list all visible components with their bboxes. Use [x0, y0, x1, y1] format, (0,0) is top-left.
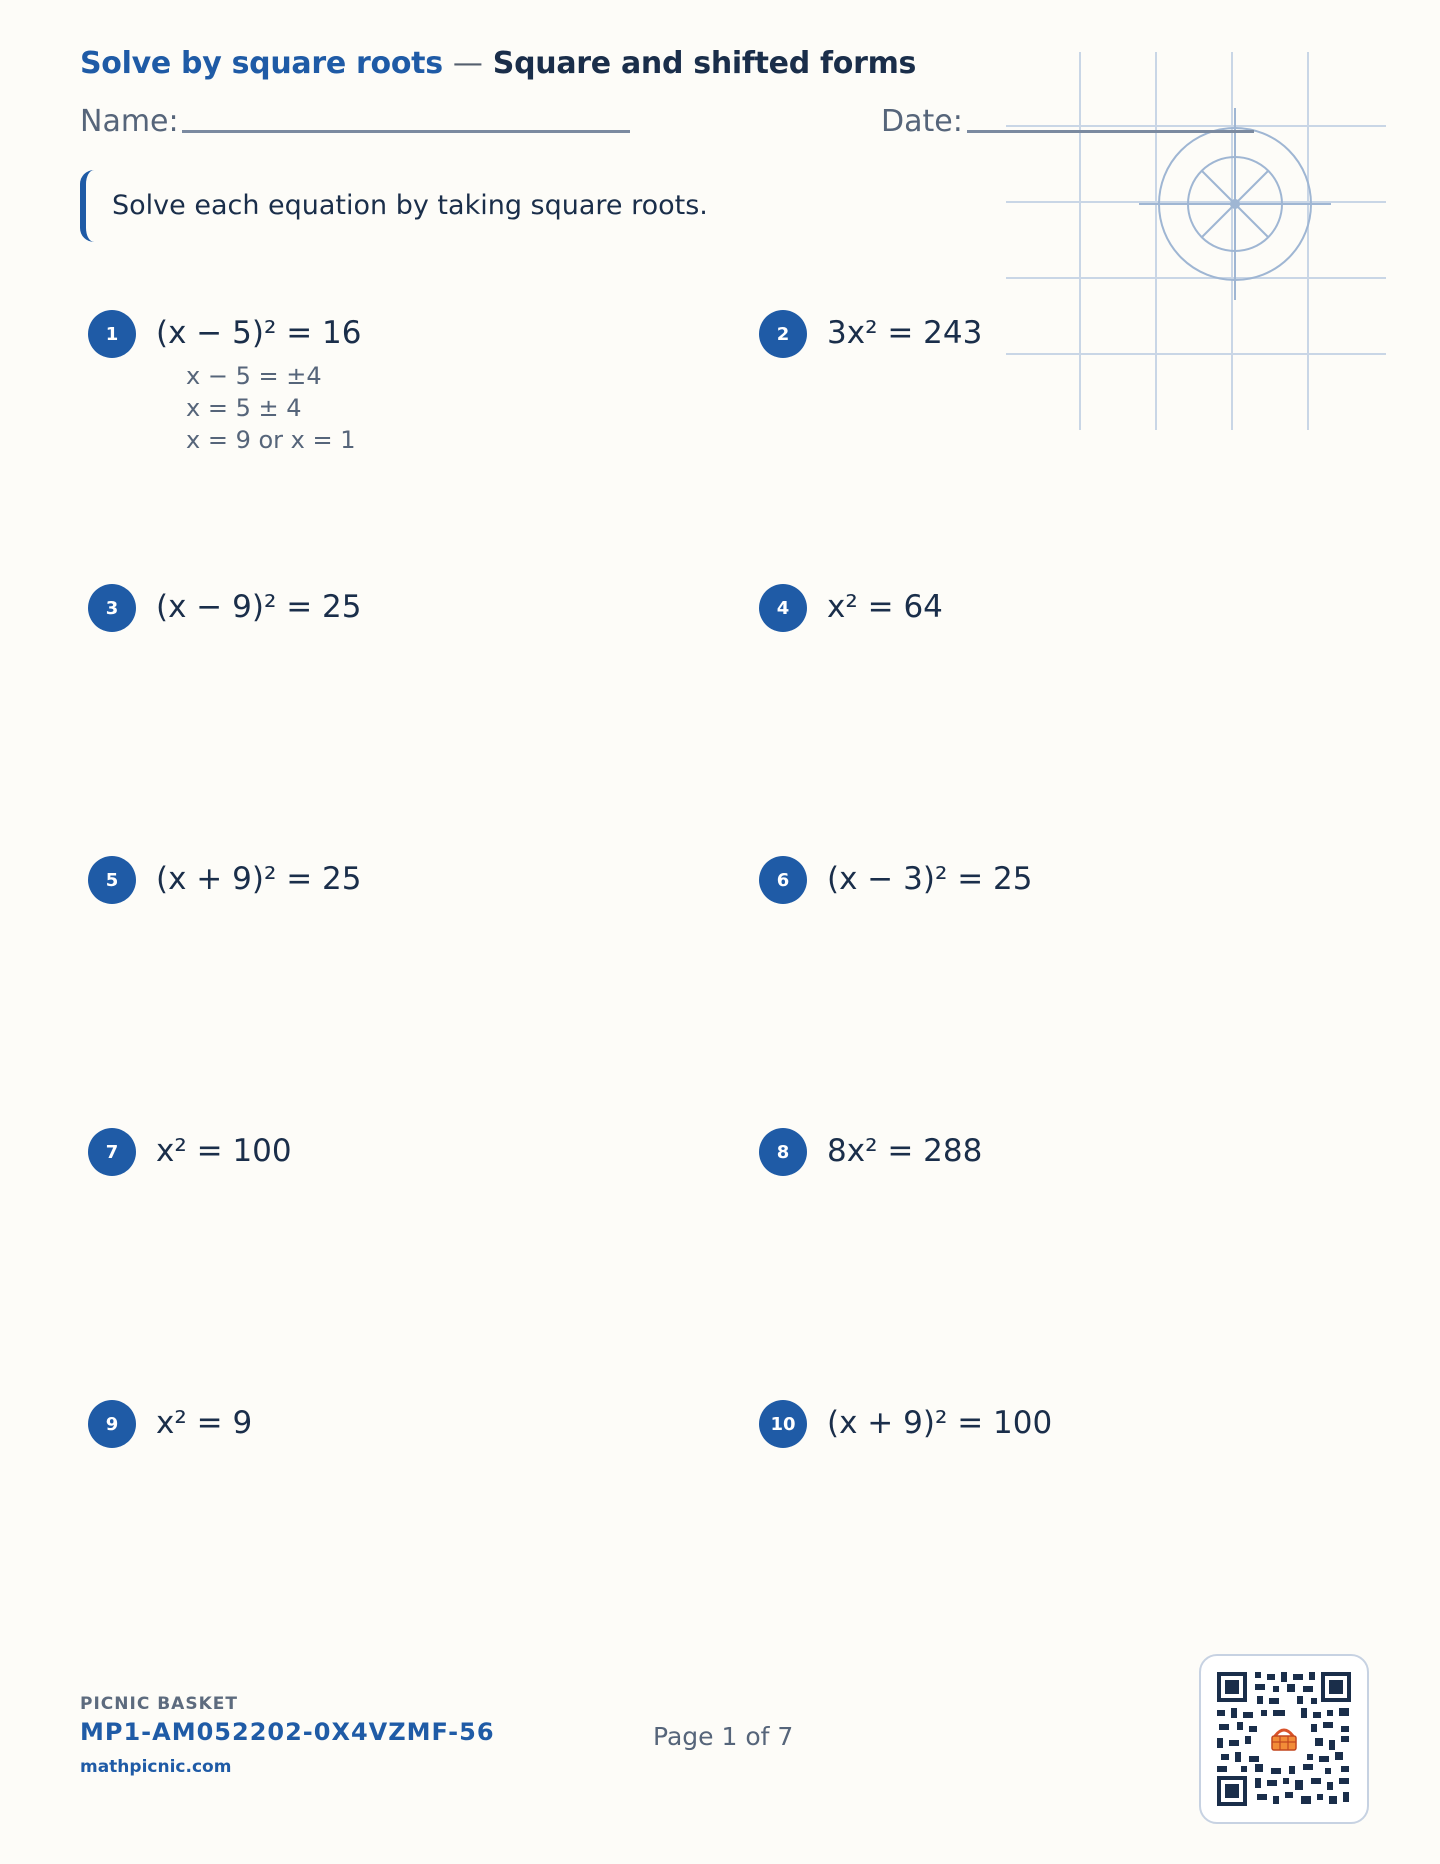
grid-target-icon	[1004, 50, 1389, 435]
problem-equation: (x − 9)² = 25	[156, 589, 362, 625]
title-topic: Solve by square roots	[80, 46, 443, 81]
problem-number-badge: 6	[759, 856, 807, 904]
instructions-text: Solve each equation by taking square roots.	[112, 190, 708, 221]
problem-equation: 8x² = 288	[827, 1133, 983, 1169]
title-subtitle: Square and shifted forms	[492, 46, 917, 81]
date-label: Date:	[881, 104, 963, 139]
problem-number-badge: 1	[88, 310, 136, 358]
problem-number-badge: 5	[88, 856, 136, 904]
problem-equation: (x − 5)² = 16	[156, 315, 362, 351]
footer-brand: PICNIC BASKET	[80, 1694, 238, 1714]
problem-equation: x² = 100	[156, 1133, 292, 1169]
problem-number-badge: 10	[759, 1400, 807, 1448]
problem-number-badge: 9	[88, 1400, 136, 1448]
name-label: Name:	[80, 104, 179, 139]
problem-equation: (x − 3)² = 25	[827, 861, 1033, 897]
instructions-box	[80, 170, 800, 242]
problem-equation: (x + 9)² = 25	[156, 861, 362, 897]
problem-number-badge: 2	[759, 310, 807, 358]
problem-number-badge: 4	[759, 584, 807, 632]
problem-equation: x² = 64	[827, 589, 943, 625]
qr-code-icon	[1215, 1670, 1353, 1808]
work-line: x − 5 = ±4	[186, 362, 322, 390]
date-line[interactable]	[967, 130, 1254, 133]
instructions-accent-bar	[80, 170, 96, 242]
name-line[interactable]	[182, 130, 630, 133]
page-number: Page 1 of 7	[653, 1722, 794, 1751]
problem-number-badge: 8	[759, 1128, 807, 1176]
worksheet-code: MP1-AM052202-0X4VZMF-56	[80, 1718, 495, 1746]
work-line: x = 5 ± 4	[186, 394, 302, 422]
problem-equation: (x + 9)² = 100	[827, 1405, 1053, 1441]
site-link[interactable]: mathpicnic.com	[80, 1757, 232, 1777]
problem-number-badge: 7	[88, 1128, 136, 1176]
problem-equation: x² = 9	[156, 1405, 253, 1441]
title-separator: —	[452, 46, 483, 81]
page-title	[80, 46, 916, 81]
work-line: x = 9 or x = 1	[186, 426, 356, 454]
problem-equation: 3x² = 243	[827, 315, 983, 351]
problem-number-badge: 3	[88, 584, 136, 632]
qr-code-frame[interactable]	[1199, 1654, 1369, 1824]
